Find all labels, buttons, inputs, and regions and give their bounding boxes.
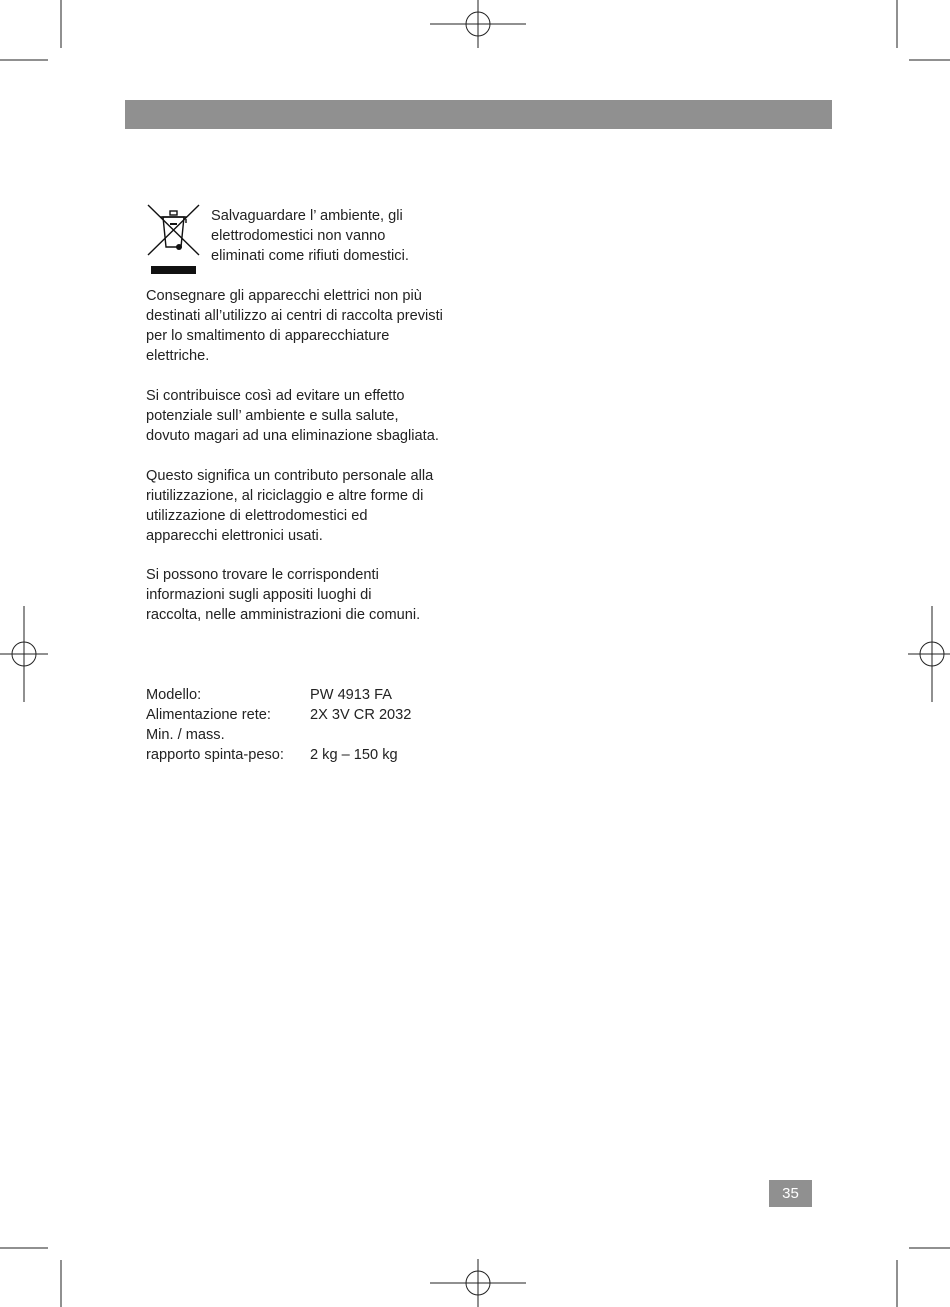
paragraph-line: potenziale sull’ ambiente e sulla salute,	[146, 408, 399, 424]
specifications-table	[146, 685, 411, 765]
paragraph-line: elettriche.	[146, 348, 210, 364]
paragraph-environment	[146, 386, 476, 446]
paragraph-disposal	[146, 286, 476, 366]
paragraph-recycling	[146, 466, 476, 546]
intro-text	[211, 206, 471, 266]
spec-row-minmax	[146, 725, 411, 745]
paragraph-line: dovuto magari ad una eliminazione sbagliata.	[146, 428, 439, 444]
paragraph-line: Si contribuisce così ad evitare un effetto	[146, 388, 405, 404]
paragraph-line: Consegnare gli apparecchi elettrici non più	[146, 288, 422, 304]
intro-line: elettrodomestici non vanno	[211, 228, 386, 244]
paragraph-line: raccolta, nelle amministrazioni die comuni.	[146, 607, 421, 623]
intro-line: eliminati come rifiuti domestici.	[211, 248, 409, 264]
paragraph-line: Si possono trovare le corrispondenti	[146, 567, 379, 583]
page-number: 35	[769, 1180, 812, 1207]
paragraph-line: apparecchi elettronici usati.	[146, 528, 323, 544]
spec-label: Modello:	[146, 687, 202, 703]
spec-row-ratio	[146, 745, 411, 765]
paragraph-line: informazioni sugli appositi luoghi di	[146, 587, 372, 603]
header-bar	[125, 100, 832, 129]
paragraph-line: riutilizzazione, al riciclaggio e altre forme di	[146, 488, 424, 504]
paragraph-line: destinati all’utilizzo ai centri di raccolta previsti	[146, 308, 443, 324]
paragraph-information	[146, 565, 476, 625]
spec-label: Min. / mass.	[146, 727, 225, 743]
paragraph-line: Questo significa un contributo personale alla	[146, 468, 434, 484]
spec-row-model	[146, 685, 411, 705]
crossed-out-wheelie-bin-icon	[146, 203, 201, 277]
spec-value: PW 4913 FA	[310, 687, 392, 703]
spec-value: 2 kg – 150 kg	[310, 747, 398, 763]
intro-line: Salvaguardare l’ ambiente, gli	[211, 208, 403, 224]
spec-value: 2X 3V CR 2032	[310, 707, 412, 723]
paragraph-line: utilizzazione di elettrodomestici ed	[146, 508, 368, 524]
spec-label: rapporto spinta-peso:	[146, 747, 284, 763]
spec-row-power	[146, 705, 411, 725]
spec-label: Alimentazione rete:	[146, 707, 271, 723]
paragraph-line: per lo smaltimento di apparecchiature	[146, 328, 390, 344]
